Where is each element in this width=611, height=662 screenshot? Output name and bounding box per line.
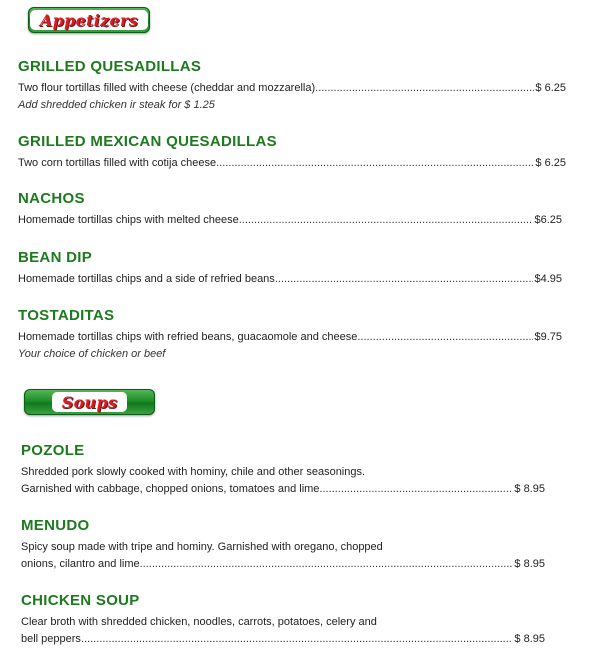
item-price-line <box>18 80 566 97</box>
dot-leader <box>239 212 534 229</box>
soups-heading: Soups <box>61 392 118 412</box>
appetizers-heading: Appetizers <box>39 10 139 30</box>
item-description: Two corn tortillas filled with cotija cheese <box>18 157 217 169</box>
item-title: POZOLE <box>21 442 85 459</box>
item-price: $6.25 <box>534 214 562 226</box>
item-price-line <box>18 212 562 229</box>
item-description: onions, cilantro and lime <box>21 558 140 570</box>
soups-banner-inner <box>52 392 128 412</box>
item-title: GRILLED QUESADILLAS <box>18 58 202 75</box>
appetizers-banner-inner <box>30 10 148 30</box>
item-price: $ 8.95 <box>514 483 545 495</box>
item-description: bell peppers <box>21 633 81 645</box>
item-title: MENUDO <box>21 517 90 534</box>
item-title: GRILLED MEXICAN QUESADILLAS <box>18 133 277 150</box>
item-description-line: Spicy soup made with tripe and hominy. Garnished with oregano, chopped <box>21 541 383 553</box>
item-description: Two flour tortillas filled with cheese (cheddar and mozzarella) <box>18 82 316 94</box>
item-description: Garnished with cabbage, chopped onions, tomatoes and lime <box>21 483 320 495</box>
dot-leader <box>81 631 513 648</box>
item-note: Your choice of chicken or beef <box>18 348 166 360</box>
dot-leader <box>275 271 534 288</box>
item-note: Add shredded chicken ir steak for $ 1.25 <box>18 99 215 111</box>
dot-leader <box>216 155 534 172</box>
menu-item-nachos <box>18 190 562 229</box>
item-title: CHICKEN SOUP <box>21 592 140 609</box>
menu-item-grilled-quesadillas <box>18 58 566 114</box>
item-description-line: Clear broth with shredded chicken, noodles, carrots, potatoes, celery and <box>21 616 377 628</box>
dot-leader <box>357 329 533 346</box>
item-price: $4.95 <box>534 273 562 285</box>
item-price: $ 8.95 <box>514 558 545 570</box>
menu-item-bean-dip <box>18 249 562 288</box>
item-price-line <box>18 271 562 288</box>
item-description: Homemade tortillas chips and a side of refried beans <box>18 273 275 285</box>
menu-item-menudo <box>21 517 545 573</box>
item-price: $ 8.95 <box>514 633 545 645</box>
soups-banner <box>24 389 155 415</box>
appetizers-banner <box>28 7 150 33</box>
menu-item-tostaditas <box>18 307 562 363</box>
item-price: $9.75 <box>534 331 562 343</box>
item-description: Homemade tortillas chips with melted cheese <box>18 214 239 226</box>
item-price: $ 6.25 <box>535 157 566 169</box>
item-price-line <box>21 556 545 573</box>
item-price-line <box>21 631 545 648</box>
item-title: TOSTADITAS <box>18 307 115 324</box>
menu-item-pozole <box>21 442 545 498</box>
item-price-line <box>21 481 545 498</box>
dot-leader <box>319 481 513 498</box>
menu-item-grilled-mexican-quesadillas <box>18 133 566 172</box>
item-price-line <box>18 329 562 346</box>
item-description-line: Shredded pork slowly cooked with hominy, chile and other seasonings. <box>21 466 366 478</box>
dot-leader <box>315 80 534 97</box>
dot-leader <box>140 556 514 573</box>
item-price-line <box>18 155 566 172</box>
menu-item-chicken-soup <box>21 592 545 648</box>
item-title: BEAN DIP <box>18 249 93 266</box>
item-title: NACHOS <box>18 190 85 207</box>
item-description: Homemade tortillas chips with refried beans, guacaomole and cheese <box>18 331 358 343</box>
item-price: $ 6.25 <box>535 82 566 94</box>
